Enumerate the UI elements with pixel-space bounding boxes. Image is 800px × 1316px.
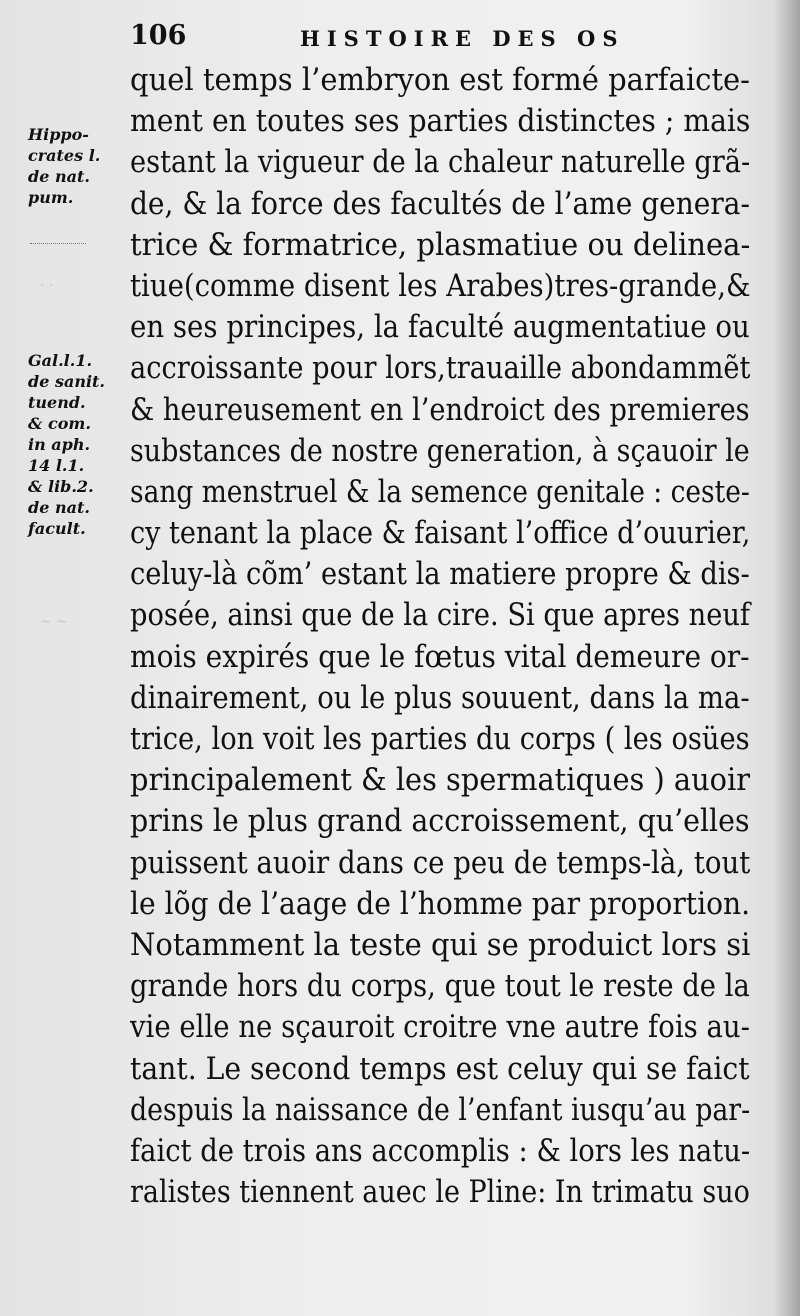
body-line: vie elle ne sçauroit croitre vne autre fois au- [130, 1010, 750, 1046]
page-number: 106 [130, 20, 187, 51]
body-line: dinairement, ou le plus souuent, dans la ma- [130, 680, 750, 716]
body-line: principalement & les spermatiques ) auoir [130, 763, 751, 799]
body-line: quel temps l’embryon est formé parfaicte- [130, 63, 750, 98]
body-line: sang menstruel & la semence genitale : ceste- [130, 474, 750, 510]
marginal-note-line: crates l. [28, 146, 101, 165]
marginal-note-line: de sanit. [28, 372, 105, 391]
marginal-note-galen [28, 350, 128, 539]
body-line: tiue(comme disent les Arabes)tres-grande,& [130, 268, 751, 304]
running-title: HISTOIRE DES OS [300, 26, 625, 51]
bleed-through-mark: · · [40, 278, 54, 294]
body-line: prins le plus grand accroissement, qu’elles [130, 804, 750, 840]
body-text [130, 60, 750, 1213]
marginal-note-line: Gal.l.1. [28, 351, 93, 370]
body-line: en ses principes, la faculté augmentatiue ou [130, 310, 750, 346]
body-line: puissent auoir dans ce peu de temps-là, tout [130, 845, 751, 881]
bleed-through-mark: ~ ~ [40, 614, 68, 630]
marginal-note-line: de nat. [28, 498, 90, 517]
body-line: estant la vigueur de la chaleur naturelle grã- [130, 145, 751, 181]
marginal-note-line: de nat. [28, 167, 90, 186]
body-line: mois expirés que le fœtus vital demeure or- [130, 639, 750, 675]
marginal-note-divider [30, 243, 86, 244]
body-line: ment en toutes ses parties distinctes ; mais [130, 104, 751, 140]
body-line: le lõg de l’aage de l’homme par proportion. [130, 886, 751, 922]
body-line: de, & la force des facultés de l’ame genera- [130, 186, 750, 222]
body-line: posée, ainsi que de la cire. Si que apres neuf [130, 598, 750, 634]
marginal-note-line: in aph. [28, 435, 91, 454]
body-line: celuy-là cõm’ estant la matiere propre & dis- [130, 557, 750, 593]
body-line: Notamment la teste qui se produict lors si [130, 927, 751, 963]
marginal-note-line: & com. [28, 414, 91, 433]
body-line: trice & formatrice, plasmatiue ou delinea- [130, 227, 751, 263]
marginal-note-line: Hippo- [28, 125, 89, 144]
body-line: grande hors du corps, que tout le reste de la [130, 969, 750, 1005]
marginal-note-line: 14 l.1. [28, 456, 85, 475]
page-header [130, 18, 630, 58]
page-edge-shadow [774, 0, 800, 1316]
body-line: ralistes tiennent auec le Pline: In trimatu suo [130, 1175, 750, 1211]
marginal-note-line: & lib.2. [28, 477, 94, 496]
marginal-note-hippocrates [28, 124, 128, 208]
body-line: & heureusement en l’endroict des premieres [130, 392, 750, 428]
body-line: faict de trois ans accomplis : & lors les natu- [130, 1133, 751, 1169]
body-line: trice, lon voit les parties du corps ( les osües [130, 722, 750, 757]
body-line: despuis la naissance de l’enfant iusqu’au par- [130, 1092, 751, 1128]
body-line: tant. Le second temps est celuy qui se faict [130, 1051, 750, 1087]
marginal-note-line: facult. [28, 519, 86, 538]
body-line: accroissante pour lors,trauaille abondammẽt [130, 351, 751, 387]
marginal-note-line: tuend. [28, 393, 86, 412]
marginal-note-line: pum. [28, 188, 74, 207]
body-line: cy tenant la place & faisant l’office d’ouurier, [130, 516, 751, 552]
body-line: substances de nostre generation, à sçauoir le [130, 433, 750, 469]
